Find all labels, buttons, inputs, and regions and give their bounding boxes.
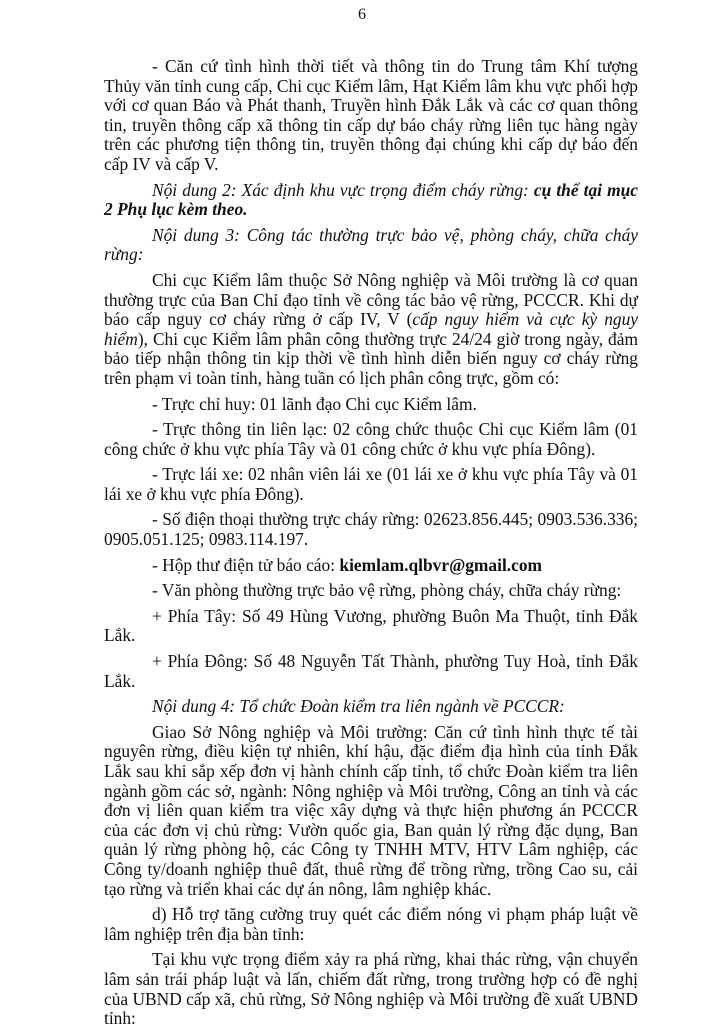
page-number: 6	[358, 6, 366, 23]
email-label: - Hộp thư điện tử báo cáo:	[152, 554, 340, 575]
standing-duty-text-b: ), Chi cục Kiểm lâm phân công thường trực 24/24 giờ trong ngày, đảm bảo tiếp nhận thông tin kịp thời về tình hình diễn biến nguy cơ cháy rừng trên phạm vi toàn tỉnh, hàng tuần có lịch phân công trực, gồm có:	[104, 328, 638, 388]
standing-duty-italic: cấp nguy hiểm và cực kỳ nguy hiểm	[104, 309, 638, 349]
list-item-communication-duty: - Trực thông tin liên lạc: 02 công chức thuộc Chi cục Kiểm lâm (01 công chức ở khu vực phía Tây và 01 công chức ở khu vực phía Đông).	[104, 419, 638, 459]
content-3-heading: Nội dung 3: Công tác thường trực bảo vệ, phòng cháy, chữa cháy rừng:	[104, 224, 638, 265]
list-item-command-duty: - Trực chỉ huy: 01 lãnh đạo Chi cục Kiểm lâm.	[152, 393, 477, 414]
paragraph-content-2	[104, 181, 638, 220]
section-d-heading: d) Hỗ trợ tăng cường truy quét các điểm nóng vi phạm pháp luật về lâm nghiệp trên địa bàn tỉnh:	[104, 904, 638, 944]
content-2-reference: cụ thể tại mục 2 Phụ lục kèm theo.	[104, 179, 638, 220]
list-item-email	[104, 556, 638, 576]
standing-duty-text-a: Chi cục Kiểm lâm thuộc Sở Nông nghiệp và Môi trường là cơ quan thường trực của Ban Chỉ đạo tỉnh về công tác bảo vệ rừng, PCCCR. Khi dự báo cấp nguy cơ cháy rừng ở cấp IV, V (	[104, 269, 638, 330]
list-item-west-office: + Phía Tây: Số 49 Hùng Vương, phường Buôn Ma Thuột, tỉnh Đắk Lắk.	[104, 605, 638, 646]
paragraph-hotspots: Tại khu vực trọng điểm xảy ra phá rừng, khai thác rừng, vận chuyển lâm sản trái pháp luật và lấn, chiếm đất rừng, trong trường hợp có đề nghị của UBND cấp xã, chủ rừng, Sở Nông nghiệp và Môi trường đề xuất UBND tỉnh:	[104, 949, 638, 1029]
paragraph-inspection-team: Giao Sở Nông nghiệp và Môi trường: Căn cứ tình hình thực tế tài nguyên rừng, điều kiện tự nhiên, khí hậu, đặc điểm địa hình của tỉnh Đắk Lắk sau khi sắp xếp đơn vị hành chính cấp tỉnh, tổ chức Đoàn kiểm tra liên ngành gồm các sở, ngành: Nông nghiệp và Môi trường, Công an tỉnh và các đơn vị liên quan kiểm tra việc xây dựng và thực hiện phương án PCCCR của các đơn vị chủ rừng: Vườn quốc gia, Ban quản lý rừng đặc dụng, Ban quản lý rừng phòng hộ, các Công ty TNHH MTV, HTV Lâm nghiệp, các Công ty/doanh nghiệp thuê đất, thuê rừng để trồng rừng, trồng Cao su, cải tạo rừng và triển khai các dự án nông, lâm nghiệp khác.	[104, 721, 638, 899]
document-body	[104, 57, 638, 1035]
paragraph-weather-info: - Căn cứ tình hình thời tiết và thông tin do Trung tâm Khí tượng Thủy văn tỉnh cung cấp, Chi cục Kiểm lâm, Hạt Kiểm lâm khu vực phối hợp với cơ quan Báo và Phát thanh, Truyền hình Đắk Lắk và các cơ quan thông tin, truyền thông cấp xã thông tin cấp dự báo cháy rừng liên tục hàng ngày trên các phương tiện thông tin, truyền thông đại chúng khi cấp dự báo đến cấp IV và cấp V.	[104, 56, 638, 174]
email-address: kiemlam.qlbvr@gmail.com	[339, 554, 543, 575]
list-item-east-office: + Phía Đông: Số 48 Nguyễn Tất Thành, phường Tuy Hoà, tỉnh Đắk Lắk.	[104, 651, 638, 691]
content-2-heading: Nội dung 2: Xác định khu vực trọng điểm cháy rừng:	[152, 179, 534, 200]
content-4-heading: Nội dung 4: Tổ chức Đoàn kiểm tra liên ngành về PCCCR:	[152, 696, 565, 717]
list-item-driver-duty: - Trực lái xe: 02 nhân viên lái xe (01 lái xe ở khu vực phía Tây và 01 lái xe ở khu vực phía Đông).	[104, 464, 638, 504]
list-item-office: - Văn phòng thường trực bảo vệ rừng, phòng cháy, chữa cháy rừng:	[152, 580, 622, 601]
list-item-phone-numbers: - Số điện thoại thường trực cháy rừng: 02623.856.445; 0903.536.336; 0905.051.125; 0983.114.197.	[104, 509, 638, 550]
paragraph-standing-duty	[104, 271, 638, 389]
